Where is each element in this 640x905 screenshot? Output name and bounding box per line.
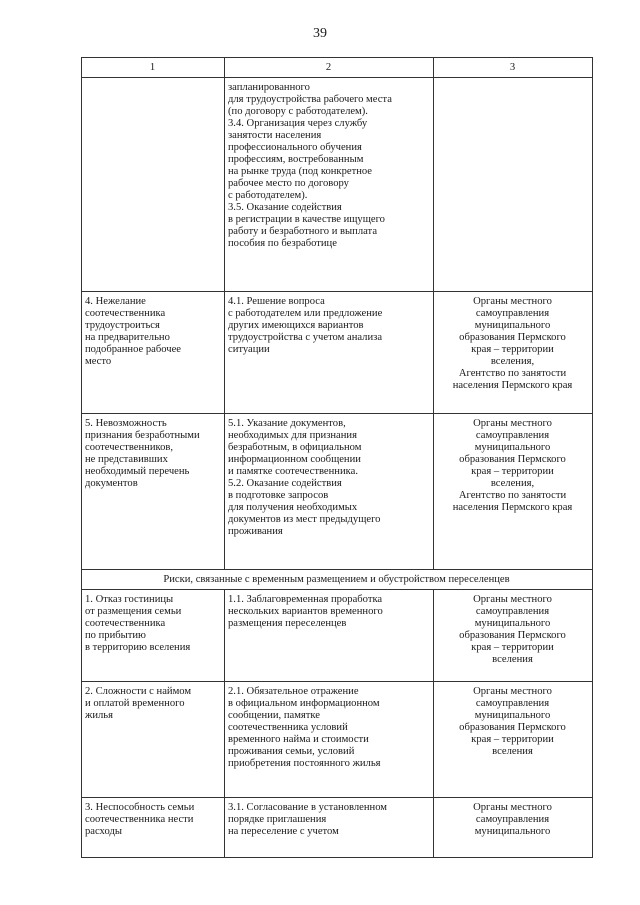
text-line: ситуации	[228, 344, 270, 355]
text-line: 5. Невозможность	[85, 418, 167, 429]
text-line: соотечественника условий	[228, 722, 348, 733]
text-line: 3. Неспособность семьи	[85, 802, 195, 813]
responsible-cell	[434, 798, 593, 858]
text-line: 1. Отказ гостиницы	[85, 594, 174, 605]
text-line: 3.5. Оказание содействия	[228, 202, 342, 213]
text-line: 5.2. Оказание содействия	[228, 478, 342, 489]
text-line: необходимых для признания	[228, 430, 357, 441]
risk-cell	[82, 590, 225, 682]
text-line: признания безработными	[85, 430, 200, 441]
text-line: приобретения постоянного жилья	[228, 758, 381, 769]
text-line: на рынке труда (под конкретное	[228, 166, 372, 177]
text-line: с работодателем или предложение	[228, 308, 383, 319]
text-line: соотечественника	[85, 618, 166, 629]
text-line: в подготовке запросов	[228, 490, 329, 501]
text-line: информационном сообщении	[228, 454, 361, 465]
text-line: порядке приглашения	[228, 814, 327, 825]
text-line: соотечественника нести	[85, 814, 194, 825]
text-line: 3.1. Согласование в установленном	[228, 802, 388, 813]
text-line: муниципального	[474, 826, 551, 837]
text-line: на переселение с учетом	[228, 826, 339, 837]
text-line: Органы местного	[473, 686, 552, 697]
text-line: 5.1. Указание документов,	[228, 418, 346, 429]
text-line: необходимый перечень	[85, 466, 190, 477]
text-line: документов из мест предыдущего	[228, 514, 381, 525]
text-line: 2.1. Обязательное отражение	[228, 686, 359, 697]
text-line: самоуправления	[475, 698, 550, 709]
text-line: 2. Сложности с наймом	[85, 686, 192, 697]
text-line: запланированного	[228, 82, 310, 93]
measures-cell	[225, 682, 434, 798]
responsible-cell	[434, 590, 593, 682]
text-line: образования Пермского	[459, 722, 566, 733]
risk-row	[82, 292, 593, 414]
text-line: подобранное рабочее	[85, 344, 181, 355]
responsible-cell	[434, 78, 593, 292]
risk-table	[81, 57, 593, 858]
text-line: рабочее место по договору	[228, 178, 349, 189]
page-number: 39	[313, 26, 327, 41]
text-line: образования Пермского	[459, 454, 566, 465]
risk-row	[82, 682, 593, 798]
measures-cell	[225, 590, 434, 682]
risk-cell	[82, 292, 225, 414]
risk-row	[82, 798, 593, 858]
text-line: нескольких вариантов временного	[228, 606, 383, 617]
text-line: населения Пермского края	[452, 502, 573, 513]
text-line: в официальном информационном	[228, 698, 380, 709]
text-line: 4.1. Решение вопроса	[228, 296, 325, 307]
risk-cell	[82, 78, 225, 292]
text-line: муниципального	[474, 710, 551, 721]
text-line: Органы местного	[473, 296, 552, 307]
text-line: края – территории	[471, 344, 554, 355]
risk-cell	[82, 682, 225, 798]
text-line: место	[85, 356, 112, 367]
text-line: вселения	[492, 654, 533, 665]
risk-row	[82, 590, 593, 682]
text-line: 4. Нежелание	[85, 296, 146, 307]
text-line: трудоустройства с учетом анализа	[228, 332, 383, 343]
text-line: Агентство по занятости	[458, 368, 567, 379]
text-line: муниципального	[474, 442, 551, 453]
text-line: вселения	[492, 746, 533, 757]
text-line: самоуправления	[475, 430, 550, 441]
header-cell-2: 2	[225, 58, 434, 78]
text-line: края – территории	[471, 466, 554, 477]
text-line: профессионального обучения	[228, 142, 362, 153]
text-line: расходы	[85, 826, 122, 837]
text-line: жилья	[85, 710, 113, 721]
text-line: Органы местного	[473, 594, 552, 605]
text-line: вселения,	[490, 356, 535, 367]
text-line: временного найма и стоимости	[228, 734, 369, 745]
header-row	[82, 58, 593, 78]
risk-row	[82, 414, 593, 570]
text-line: и памятке соотечественника.	[228, 466, 358, 477]
text-line: муниципального	[474, 320, 551, 331]
text-line: пособия по безработице	[228, 238, 337, 249]
continuation-row	[82, 78, 593, 292]
text-line: от размещения семьи	[85, 606, 182, 617]
risk-cell	[82, 798, 225, 858]
text-line: самоуправления	[475, 606, 550, 617]
text-line: с работодателем).	[228, 190, 308, 201]
text-line: проживания семьи, условий	[228, 746, 355, 757]
measures-cell	[225, 78, 434, 292]
measures-cell	[225, 414, 434, 570]
text-line: документов	[85, 478, 138, 489]
text-line: профессиям, востребованным	[228, 154, 364, 165]
text-line: Органы местного	[473, 802, 552, 813]
text-line: для трудоустройства рабочего места	[228, 94, 392, 105]
text-line: 3.4. Организация через службу	[228, 118, 368, 129]
text-line: края – территории	[471, 642, 554, 653]
text-line: не представивших	[85, 454, 168, 465]
text-line: и оплатой временного	[85, 698, 185, 709]
text-line: других имеющихся вариантов	[228, 320, 364, 331]
text-line: образования Пермского	[459, 332, 566, 343]
text-line: проживания	[228, 526, 283, 537]
text-line: безработным, в официальном	[228, 442, 362, 453]
text-line: работу и безработного и выплата	[228, 226, 378, 237]
section-row	[82, 570, 593, 590]
text-line: Агентство по занятости	[458, 490, 567, 501]
text-line: на предварительно	[85, 332, 170, 343]
text-line: самоуправления	[475, 814, 550, 825]
text-line: образования Пермского	[459, 630, 566, 641]
text-line: по прибытию	[85, 630, 146, 641]
responsible-cell	[434, 292, 593, 414]
text-line: трудоустроиться	[85, 320, 160, 331]
responsible-cell	[434, 414, 593, 570]
measures-cell	[225, 292, 434, 414]
section-title: Риски, связанные с временным размещением и обустройством переселенцев	[82, 570, 593, 590]
text-line: в регистрации в качестве ищущего	[228, 214, 385, 225]
text-line: населения Пермского края	[452, 380, 573, 391]
text-line: размещения переселенцев	[228, 618, 347, 629]
table-body	[82, 58, 593, 858]
text-line: занятости населения	[228, 130, 322, 141]
text-line: вселения,	[490, 478, 535, 489]
header-cell-3: 3	[434, 58, 593, 78]
text-line: соотечественников,	[85, 442, 174, 453]
text-line: края – территории	[471, 734, 554, 745]
responsible-cell	[434, 682, 593, 798]
text-line: для получения необходимых	[228, 502, 358, 513]
measures-cell	[225, 798, 434, 858]
text-line: самоуправления	[475, 308, 550, 319]
text-line: в территорию вселения	[85, 642, 191, 653]
text-line: соотечественника	[85, 308, 166, 319]
text-line: муниципального	[474, 618, 551, 629]
header-cell-1: 1	[82, 58, 225, 78]
text-line: (по договору с работодателем).	[228, 106, 368, 117]
risk-cell	[82, 414, 225, 570]
text-line: 1.1. Заблаговременная проработка	[228, 594, 383, 605]
text-line: Органы местного	[473, 418, 552, 429]
text-line: сообщении, памятке	[228, 710, 321, 721]
